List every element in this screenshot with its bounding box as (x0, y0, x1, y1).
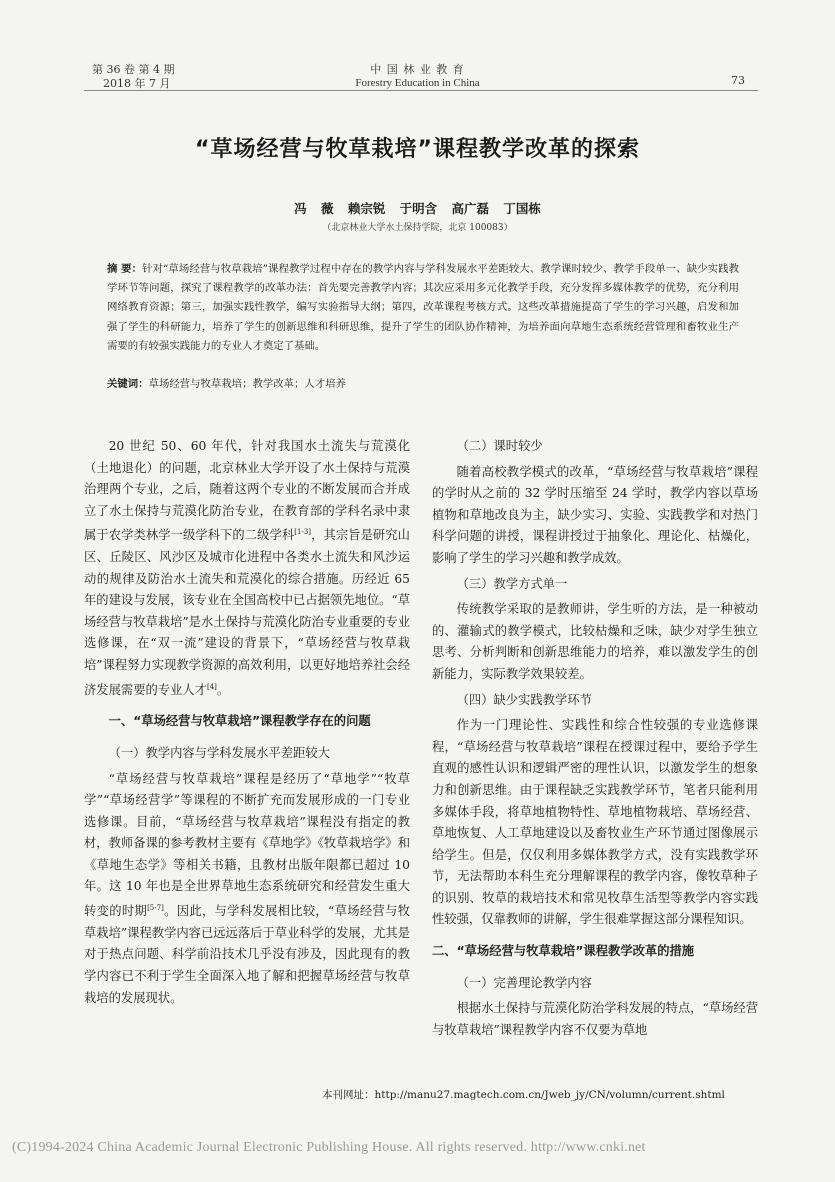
authors: 冯 薇 赖宗锐 于明含 高广磊 丁国栋 (294, 201, 541, 216)
citation: [5-7] (147, 904, 164, 913)
copyright-watermark: (C)1994-2024 China Academic Journal Electronic Publishing House. All rights reserved. http://www.cnki.net (12, 1140, 646, 1155)
abstract-text: 针对“草场经营与牧草栽培”课程教学过程中存在的教学内容与学科发展水平差距较大、教学课时较少、教学手段单一、缺少实践教学环节等问题，探究了课程教学的改革办法：首先要完善教学内容；其次应采用多元化教学手段，充分发挥多媒体教学的优势，充分利用网络教育资源；第三，加强实践性教学，编写实验指导大纲；第四，改革课程考核方式。这些改革措施提高了学生的学习兴趣，启发和加强了学生的科研能力，培养了学生的创新思维和科研思维，提升了学生的团队协作精神，为培养面向草地生态系统经营管理和畜牧业生产需要的有较强实践能力的专业人才奠定了基础。 (107, 263, 739, 352)
keywords-label: 关键词： (107, 378, 149, 390)
header-rule (84, 90, 758, 91)
abstract-label: 摘 要： (107, 263, 143, 275)
intro-paragraph: 20 世纪 50、60 年代，针对我国水土流失与荒漠化（土地退化）的问题，北京林业大学开设了水土保持与荒漠治理两个专业，之后，随着这两个专业的不断发展而合并成立了水土保持与荒漠化防治专业，在教育部的学科名录中隶属于农学类林学一级学科下的二级学科[1-3]，其宗旨是研究山区、丘陵区、风沙区及城市化进程中各类水土流失和风沙运动的规律及防治水土流失和荒漠化的综合措施。历经近 65 年的建设与发展，该专业在全国高校中已占据领先地位。“草场经营与牧草栽培”是水土保持与荒漠化防治专业重要的专业选修课，在“双一流”建设的背景下，“草场经营与牧草栽培”课程努力实现教学资源的高效利用，以更好地培养社会经济发展需要的专业人才[4]。 (84, 439, 411, 697)
keywords (107, 376, 739, 392)
article-title: “草场经营与牧草栽培”课程教学改革的探索 (195, 137, 640, 162)
citation: [1-3] (294, 528, 312, 537)
subsection-heading: （二）课时较少 (456, 439, 543, 453)
journal-url: 本刊网址：http://manu27.magtech.com.cn/Jweb_jy/CN/volumn/current.shtml (322, 1089, 725, 1101)
subsection-heading: （四）缺少实践教学环节 (456, 692, 592, 707)
paragraph: “草场经营与牧草栽培”课程是经历了“草地学”“牧草学”“草场经营学”等课程的不断扩充而发展形成的一门专业选修课。目前，“草场经营与牧草栽培”课程没有指定的教材，教师备课的参考教材主要有《草地学》《牧草栽培学》和《草地生态学》等相关书籍，且教材出版年限都已超过 10 年。这 10 年也是全世界草地生态系统研究和经营发生重大转变的时期[5-7]。因此，与学科发展相比较，“草场经营与牧草栽培”课程教学内容已远远落后于草业科学的发展，尤其是对于热点问题、科学前沿技术几乎没有涉及，因此现有的教学内容已不利于学生全面深入地了解和把握草场经营与牧草栽培的发展现状。 (84, 771, 411, 1005)
citation: [4] (206, 682, 217, 691)
section-heading-2: 二、“草场经营与牧草栽培”课程教学改革的措施 (432, 944, 695, 959)
abstract (107, 260, 739, 356)
left-column (84, 436, 410, 1009)
journal-name-en: Forestry Education in China (355, 77, 480, 89)
paragraph: 根据水土保持与荒漠化防治学科发展的特点，“草场经营与牧草栽培”课程教学内容不仅要为草地 (432, 1001, 759, 1037)
journal-name-cn: 中 国 林 业 教 育 (370, 63, 465, 76)
page-number: 73 (731, 74, 745, 87)
paragraph: 传统教学采取的是教师讲，学生听的方法，是一种被动的、灌输式的教学模式，比较枯燥和乏味，缺少对学生独立思考、分析判断和创新思维能力的培养，难以激发学生的创新能力，实际教学效果较差。 (432, 602, 758, 681)
section-heading-1: 一、“草场经营与牧草栽培”课程教学存在的问题 (108, 714, 371, 729)
volume-issue: 第 36 卷 第 4 期 (92, 63, 175, 76)
paragraph: 随着高校教学模式的改革，“草场经营与牧草栽培”课程的学时从之前的 32 学时压缩至 24 学时，教学内容以草场植物和草地改良为主，缺少实习、实验、实践教学和对热门科学问题的讲授，课程讲授过于抽象化、理论化、枯燥化，影响了学生的学习兴趣和教学成效。 (432, 464, 758, 565)
subsection-heading: （一）教学内容与学科发展水平差距较大 (108, 745, 330, 760)
affiliation: （北京林业大学水土保持学院，北京 100083） (322, 223, 513, 233)
keywords-text: 草场经营与牧草栽培；教学改革；人才培养 (148, 378, 346, 390)
issue-date: 2018 年 7 月 (103, 77, 171, 90)
right-column (432, 436, 758, 1041)
subsection-heading: （一）完善理论教学内容 (456, 975, 592, 990)
subsection-heading: （三）教学方式单一 (456, 576, 568, 591)
paragraph: 作为一门理论性、实践性和综合性较强的专业选修课程，“草场经营与牧草栽培”课程在授课过程中，要给予学生直观的感性认识和逻辑严密的理性认识，以激发学生的想象力和创新思维。由于课程缺乏实践教学环节，笔者只能利用多媒体手段，将草地植物特性、草地植物栽培、草场经营、草地恢复、人工草地建设以及畜牧业生产环节通过图像展示给学生。但是，仅仅利用多媒体教学方式，没有实践教学环节，无法帮助本科生充分理解课程的教学内容，像牧草种子的识别、牧草的栽培技术和常见牧草生活型等教学内容实践性较强，仅靠教师的讲解，学生很难掌握这部分课程知识。 (432, 718, 758, 927)
